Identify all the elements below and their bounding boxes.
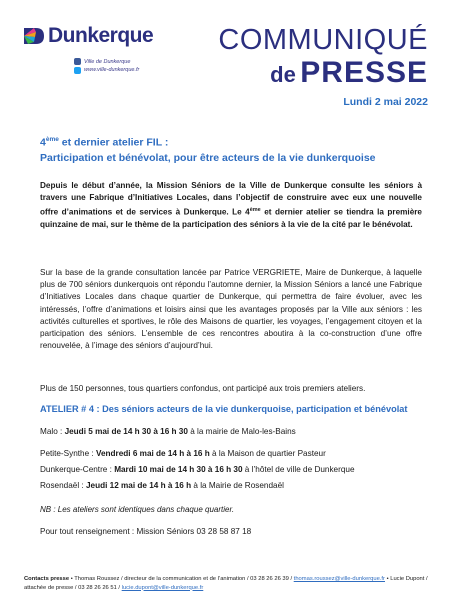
social-handle[interactable]: Ville de Dunkerque — [84, 59, 131, 65]
intro-part2: et dernier atelier se tiendra la première quinzaine de mai, sur le thème de la participation des séniors à la vie de la cité par le bénévolat. — [40, 208, 422, 230]
session-rosendael — [40, 481, 284, 490]
session-where: à l’hôtel de ville de Dunkerque — [242, 465, 355, 474]
twitter-icon[interactable] — [74, 67, 81, 74]
dunkerque-logo — [22, 24, 182, 48]
email-link-thomas[interactable]: thomas.roussez@ville-dunkerque.fr — [293, 576, 385, 582]
logo-text: Dunkerque — [48, 24, 154, 47]
session-where: à la Maison de quartier Pasteur — [209, 449, 326, 458]
footer-label: Contacts presse — [24, 576, 70, 582]
date-rest: mai 2022 — [380, 96, 428, 108]
footer-contact2: • Lucie Dupont / attachée de presse / 03 28 26 26 51 / — [24, 576, 428, 591]
logo-block — [22, 24, 182, 74]
title-presse: PRESSE — [300, 56, 428, 89]
website-link[interactable]: www.ville-dunkerque.fr — [84, 67, 140, 73]
press-contacts-footer — [24, 575, 434, 592]
session-place: Rosendaël : — [40, 481, 86, 490]
facebook-icon[interactable] — [74, 58, 81, 65]
atelier-title: ATELIER # 4 : Des séniors acteurs de la vie dunkerquoise, participation et bénévolat — [40, 404, 408, 414]
heading-line1: et dernier atelier FIL : — [58, 136, 169, 149]
session-where: à la mairie de Malo-les-Bains — [187, 427, 296, 436]
session-when: Vendredi 6 mai de 14 h à 16 h — [95, 449, 210, 458]
press-date — [343, 96, 428, 108]
session-when: Jeudi 5 mai de 14 h 30 à 16 h 30 — [64, 427, 188, 436]
heading-line2: Participation et bénévolat, pour être acteurs de la vie dunkerquoise — [40, 151, 376, 164]
note-text: NB : Les ateliers sont identiques dans chaque quartier. — [40, 505, 235, 514]
session-malo — [40, 427, 296, 436]
email-link-lucie[interactable]: lucie.dupont@ville-dunkerque.fr — [121, 584, 204, 591]
session-when: Mardi 10 mai de 14 h 30 à 16 h 30 — [114, 465, 243, 474]
heading-ordinal-sup: ème — [45, 136, 59, 143]
info-line: Pour tout renseignement : Mission Séniors 03 28 58 87 18 — [40, 527, 252, 536]
intro-paragraph — [40, 180, 422, 232]
title-communique: COMMUNIQUÉ — [218, 24, 428, 56]
intro-part1: Depuis le début d’année, la Mission Séniors de la Ville de Dunkerque consulte les séniors à travers une Fabrique d’Initiatives Locales, dans l’objectif de construire avec eux une nouvelle offre d’animations et de services à Dunkerque. Le 4 — [40, 181, 422, 218]
title-de: de — [270, 62, 296, 87]
communique-title — [218, 24, 428, 95]
session-place: Petite-Synthe : — [40, 449, 96, 458]
session-petite-synthe — [40, 449, 326, 458]
intro-sup: ème — [249, 207, 261, 214]
social-links — [74, 58, 182, 74]
session-where: à la Mairie de Rosendaël — [191, 481, 284, 490]
body-paragraph-1: Sur la base de la grande consultation lancée par Patrice VERGRIETE, Maire de Dunkerque, à laquelle plus de 700 séniors dunkerquois ont répondu l’automne dernier, la Mission Séniors a lancé une Fabrique d’Initiatives Locales dans chaque quartier de Dunkerque, qui permettra de faire évoluer, avec les intéressés, l’offre d’animations et loisirs ainsi que les avantages proposés par la Ville aux séniors : les activités culturelles et sportives, le rôle des Maisons de quartier, les voyages, l’engagement citoyen et la participation des séniors. L’ensemble de ces rencontres aboutira à la co-construction d’une offre renouvelée, à l’image des séniors d’aujourd’hui. — [40, 268, 422, 351]
session-when: Jeudi 12 mai de 14 h à 16 h — [85, 481, 192, 490]
body-paragraph-2: Plus de 150 personnes, tous quartiers confondus, ont participé aux trois premiers ateliers. — [40, 384, 366, 393]
session-place: Dunkerque-Centre : — [40, 465, 115, 474]
session-dunkerque-centre — [40, 465, 355, 474]
session-place: Malo : — [40, 427, 65, 436]
release-heading — [40, 132, 430, 166]
dunkerque-logo-mark — [22, 24, 46, 48]
date-day: Lundi 2 — [343, 96, 381, 108]
heading-ordinal: 4 — [40, 136, 46, 149]
footer-contact1: • Thomas Roussez / directeur de la communication et de l’animation / 03 28 26 26 39 / — [69, 576, 294, 582]
